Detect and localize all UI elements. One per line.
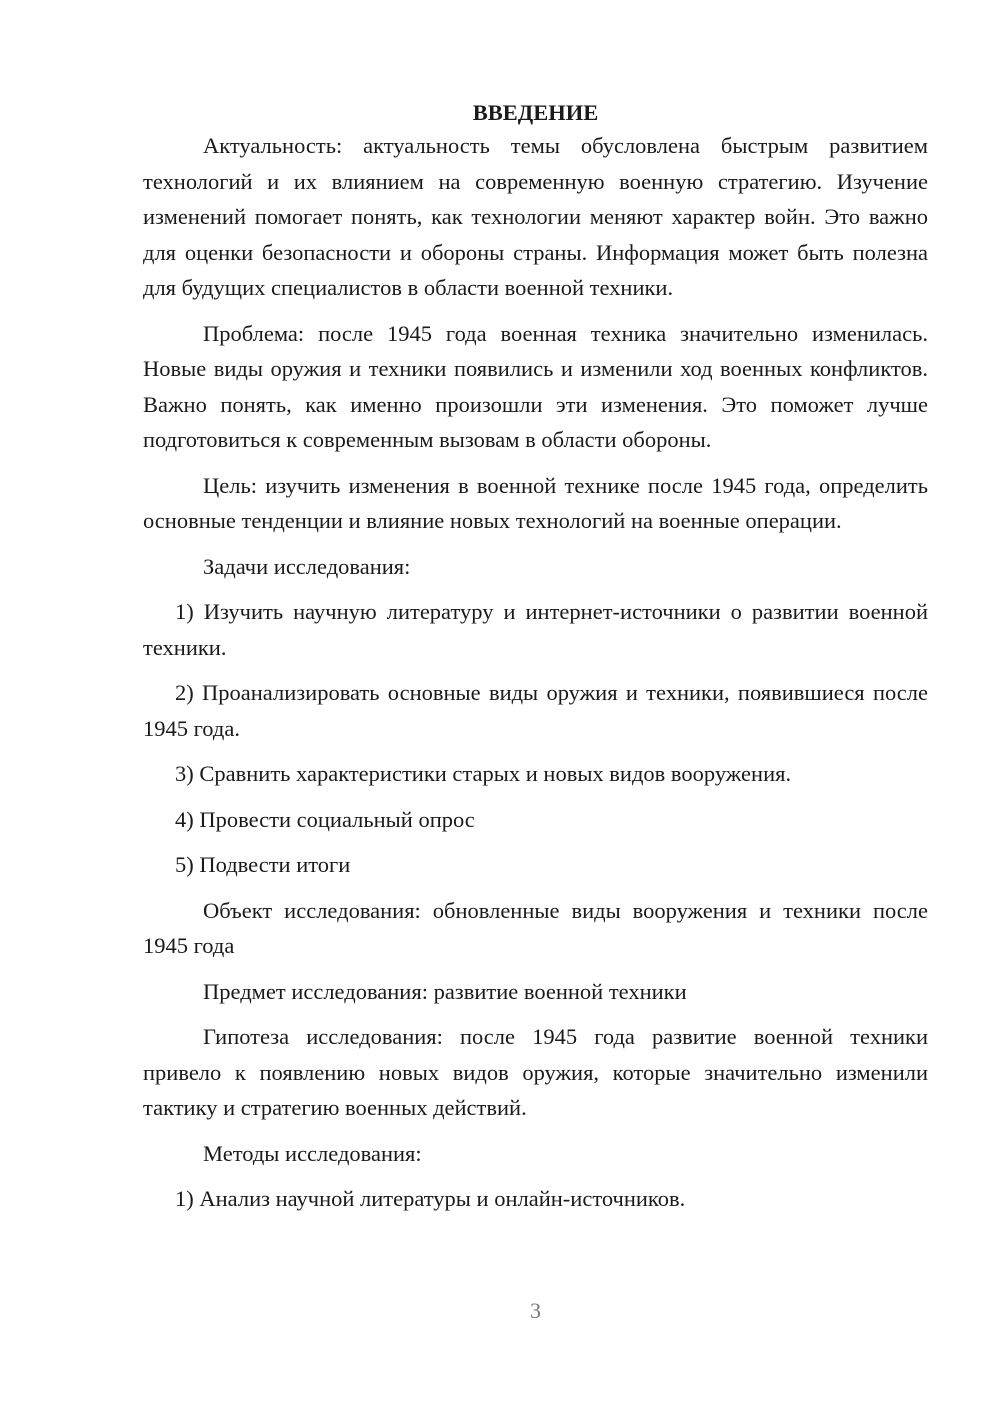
tasks-heading: Задачи исследования: bbox=[203, 553, 411, 579]
task-item-5: 5) Подвести итоги bbox=[175, 852, 351, 877]
object-paragraph: Объект исследования: обновленные виды вооружения и техники после 1945 года bbox=[143, 897, 928, 958]
method-item-1: 1) Анализ научной литературы и онлайн-источников. bbox=[175, 1186, 686, 1211]
section-heading: ВВЕДЕНИЕ bbox=[472, 100, 599, 125]
task-item-4: 4) Провести социальный опрос bbox=[175, 806, 475, 832]
problem-paragraph: Проблема: после 1945 года военная техника значительно изменилась. Новые виды оружия и техники появились и изменили ход военных конфликтов. Важно понять, как именно произошли эти изменения. Это поможет лучше подготовиться к современным вызовам в области обороны. bbox=[143, 320, 928, 452]
methods-heading: Методы исследования: bbox=[203, 1140, 422, 1166]
goal-paragraph: Цель: изучить изменения в военной технике после 1945 года, определить основные тенденции и влияние новых технологий на военные операции. bbox=[143, 472, 928, 533]
subject-paragraph: Предмет исследования: развитие военной техники bbox=[203, 978, 687, 1004]
document-page bbox=[143, 95, 928, 1227]
hypothesis-paragraph: Гипотеза исследования: после 1945 года развитие военной техники привело к появлению новых видов оружия, которые значительно изменили тактику и стратегию военных действий. bbox=[143, 1024, 928, 1120]
relevance-paragraph: Актуальность: актуальность темы обусловлена быстрым развитием технологий и их влиянием на современную военную стратегию. Изучение изменений помогает понять, как технологии меняют характер войн. Это важно для оценки безопасности и обороны страны. Информация может быть полезна для будущих специалистов в области военной техники. bbox=[143, 133, 928, 300]
task-item-1: 1) Изучить научную литературу и интернет-источники о развитии военной техники. bbox=[143, 599, 928, 660]
page-number: 3 bbox=[530, 1298, 541, 1323]
task-item-3: 3) Сравнить характеристики старых и новых видов вооружения. bbox=[175, 761, 792, 786]
task-item-2: 2) Проанализировать основные виды оружия и техники, появившиеся после 1945 года. bbox=[143, 680, 928, 741]
